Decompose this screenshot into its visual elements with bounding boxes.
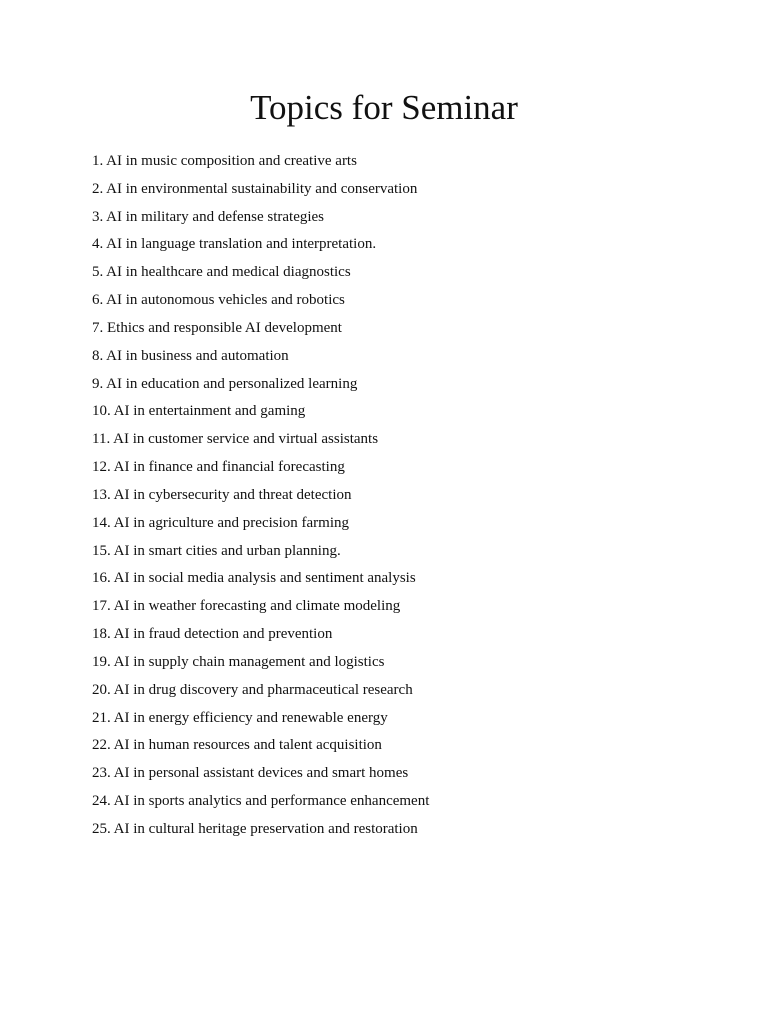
topic-item: 6. AI in autonomous vehicles and robotics	[92, 292, 345, 309]
topic-list	[92, 148, 429, 844]
topic-item: 23. AI in personal assistant devices and smart homes	[92, 765, 409, 782]
topic-item: 9. AI in education and personalized learning	[92, 375, 358, 392]
topic-item: 21. AI in energy efficiency and renewable energy	[92, 709, 388, 726]
topic-item: 22. AI in human resources and talent acquisition	[92, 737, 382, 754]
topic-item: 4. AI in language translation and interpretation.	[92, 236, 377, 253]
topic-item: 5. AI in healthcare and medical diagnostics	[92, 264, 351, 281]
topic-item: 2. AI in environmental sustainability and conservation	[92, 180, 418, 197]
topic-item: 13. AI in cybersecurity and threat detection	[92, 486, 352, 503]
topic-item: 18. AI in fraud detection and prevention	[92, 626, 333, 643]
topic-item: 14. AI in agriculture and precision farming	[92, 514, 350, 531]
topic-item: 19. AI in supply chain management and logistics	[92, 653, 385, 670]
topic-item: 8. AI in business and automation	[92, 347, 289, 364]
topic-item: 20. AI in drug discovery and pharmaceutical research	[92, 681, 413, 698]
topic-item: 11. AI in customer service and virtual assistants	[92, 431, 379, 448]
topic-item: 17. AI in weather forecasting and climate modeling	[92, 598, 401, 615]
topic-item: 12. AI in finance and financial forecasting	[92, 459, 345, 476]
topic-item: 24. AI in sports analytics and performance enhancement	[92, 793, 430, 810]
topic-item: 16. AI in social media analysis and sentiment analysis	[92, 570, 416, 587]
topic-item: 15. AI in smart cities and urban planning.	[92, 542, 341, 559]
page-title: Topics for Seminar	[250, 88, 518, 127]
topic-item: 7. Ethics and responsible AI development	[92, 319, 342, 336]
topic-item: 10. AI in entertainment and gaming	[92, 403, 306, 420]
topic-item: 25. AI in cultural heritage preservation and restoration	[92, 820, 418, 837]
topic-item: 1. AI in music composition and creative arts	[92, 153, 357, 169]
topic-item: 3. AI in military and defense strategies	[92, 208, 325, 225]
